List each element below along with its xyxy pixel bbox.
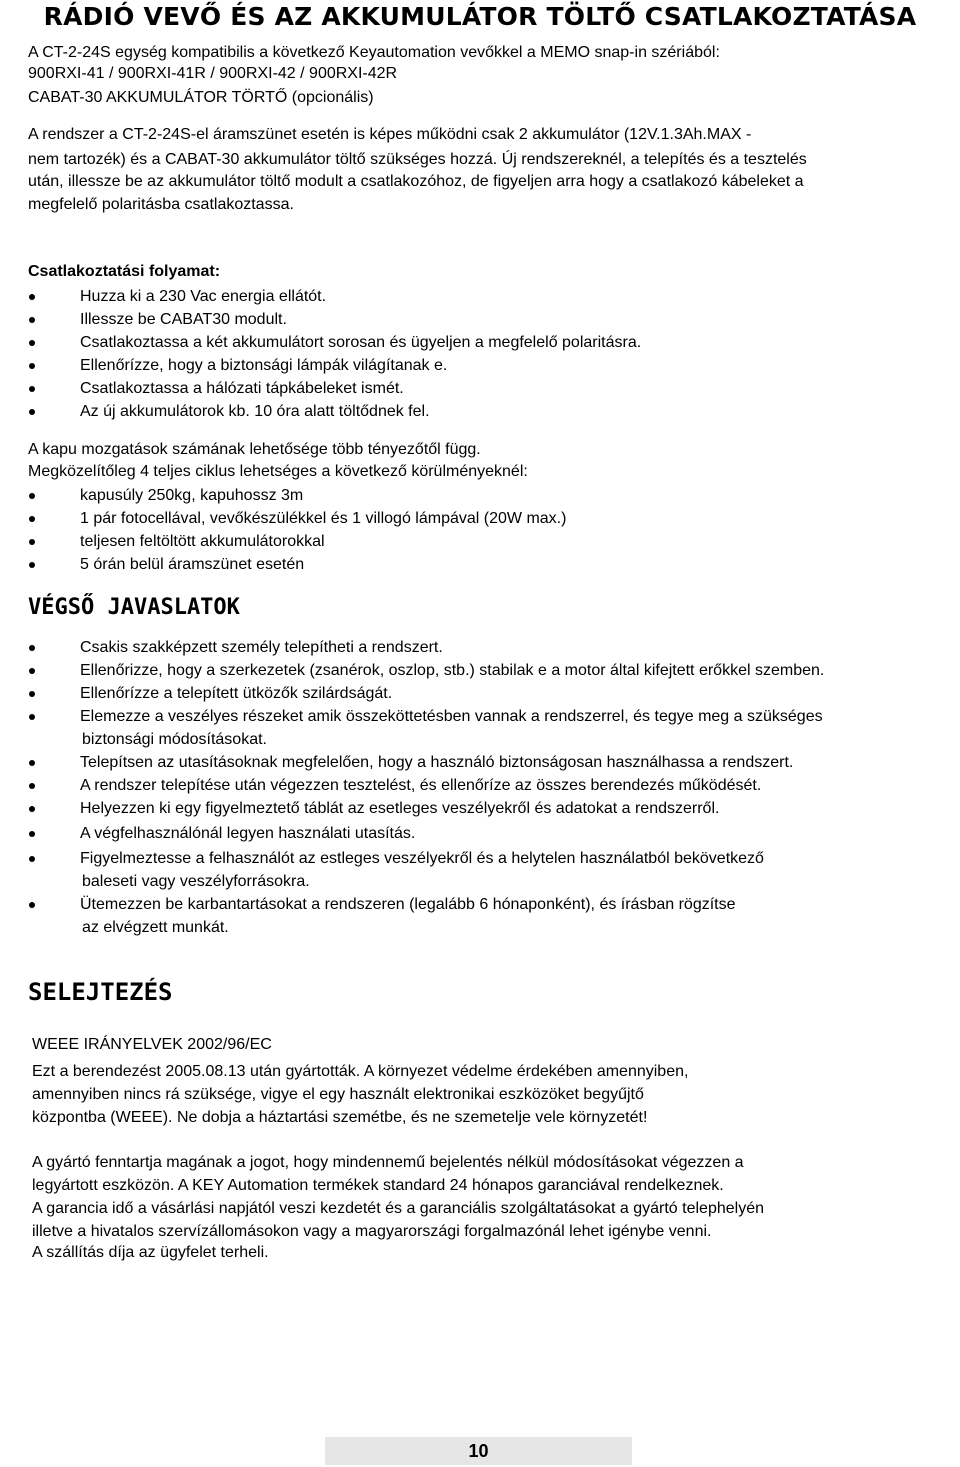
page-number: 10 — [325, 1437, 632, 1465]
paragraph-line: nem tartozék) és a CABAT-30 akkumulátor töltő szükséges hozzá. Új rendszereknél, a telepítés és a tesztelés — [28, 151, 807, 168]
list-item: kapusúly 250kg, kapuhossz 3m — [28, 484, 566, 507]
procedure-list — [28, 285, 641, 423]
list-item-text: Elemezze a veszélyes részeket amik összeköttetésben vannak a rendszerrel, és tegye meg a szükséges — [80, 708, 823, 725]
list-item-continuation: biztonsági módosításokat. — [82, 731, 267, 748]
disposal-heading: SELEJTEZÉS — [28, 978, 173, 1006]
weee-directive: WEEE IRÁNYELVEK 2002/96/EC — [32, 1036, 272, 1053]
list-item: teljesen feltöltött akkumulátorokkal — [28, 530, 566, 553]
final-heading: VÉGSŐ JAVASLATOK — [28, 595, 240, 620]
paragraph-line: A kapu mozgatások számának lehetősége több tényezőtől függ. — [28, 441, 481, 458]
procedure-heading: Csatlakoztatási folyamat: — [28, 263, 221, 280]
paragraph-line: amennyiben nincs rá szüksége, vigye el egy használt elektronikai eszközöket begyűjtő — [32, 1086, 644, 1103]
intro-line: 900RXI-41 / 900RXI-41R / 900RXI-42 / 900RXI-42R — [28, 65, 398, 82]
list-item — [28, 705, 824, 751]
list-item: Illessze be CABAT30 modult. — [28, 308, 641, 331]
paragraph-line: illetve a hivatalos szervízállomásokon vagy a magyarországi forgalmazónál lehet igénybe venni. — [32, 1223, 712, 1240]
paragraph-line: után, illessze be az akkumulátor töltő modult a csatlakozóhoz, de figyeljen arra hogy a csatlakozó kábeleket a — [28, 173, 804, 190]
list-item: Csatlakoztassa a két akkumulátort sorosan és ügyeljen a megfelelő polaritásra. — [28, 331, 641, 354]
list-item: 1 pár fotocellával, vevőkészülékkel és 1 villogó lámpával (20W max.) — [28, 507, 566, 530]
conditions-list — [28, 484, 566, 576]
paragraph-line: központba (WEEE). Ne dobja a háztartási szemétbe, és ne szemetelje vele környzetét! — [32, 1109, 648, 1126]
list-item: Csakis szakképzett személy telepítheti a rendszert. — [28, 636, 824, 659]
list-item: A végfelhasználónál legyen használati utasítás. — [28, 822, 824, 845]
list-item-text: Figyelmeztesse a felhasználót az estleges veszélyekről és a helytelen használatból bekövetkező — [80, 850, 764, 867]
list-item: Telepítsen az utasításoknak megfelelően, hogy a használó biztonságosan használhassa a rendszert. — [28, 751, 824, 774]
paragraph-line: A garancia idő a vásárlási napjától veszi kezdetét és a garanciális szolgáltatásokat a gyártó telephelyén — [32, 1200, 764, 1217]
list-item — [28, 893, 824, 939]
list-item: A rendszer telepítése után végezzen tesztelést, és ellenőríze az összes berendezés működését. — [28, 774, 824, 797]
list-item: 5 órán belül áramszünet esetén — [28, 553, 566, 576]
list-item: Ellenőrizze, hogy a szerkezetek (zsanérok, oszlop, stb.) stabilak e a motor által kifejtett erőkkel szemben. — [28, 659, 824, 682]
list-item-continuation: baleseti vagy veszélyforrásokra. — [82, 873, 310, 890]
page-title: RÁDIÓ VEVŐ ÉS AZ AKKUMULÁTOR TÖLTŐ CSATLAKOZTATÁSA — [43, 2, 917, 31]
paragraph-line: legyártott eszközön. A KEY Automation termékek standard 24 hónapos garanciával rendelkeznek. — [32, 1177, 724, 1194]
list-item: Ellenőrízze a telepített ütközők szilárdságát. — [28, 682, 824, 705]
paragraph-line: A gyártó fenntartja magának a jogot, hogy mindennemű bejelentés nélkül módosításokat végezzen a — [32, 1154, 744, 1171]
paragraph-line: megfelelő polaritásba csatlakoztassa. — [28, 196, 294, 213]
final-list — [28, 636, 824, 939]
list-item: Ellenőrízze, hogy a biztonsági lámpák világítanak e. — [28, 354, 641, 377]
intro-line: A CT-2-24S egység kompatibilis a következő Keyautomation vevőkkel a MEMO snap-in szériából: — [28, 44, 720, 61]
list-item: Helyezzen ki egy figyelmeztető táblát az esetleges veszélyekről és adatokat a rendszerről. — [28, 797, 824, 820]
list-item-continuation: az elvégzett munkát. — [82, 919, 229, 936]
intro-line: CABAT-30 AKKUMULÁTOR TÖRTŐ (opcionális) — [28, 89, 374, 106]
paragraph-line: Ezt a berendezést 2005.08.13 után gyártották. A környezet védelme érdekében amennyiben, — [32, 1063, 689, 1080]
paragraph-line: A rendszer a CT-2-24S-el áramszünet esetén is képes működni csak 2 akkumulátor (12V.1.3Ah.MAX - — [28, 126, 752, 143]
list-item: Az új akkumulátorok kb. 10 óra alatt töltődnek fel. — [28, 400, 641, 423]
list-item-text: Ütemezzen be karbantartásokat a rendszeren (legalább 6 hónaponként), és írásban rögzítse — [80, 896, 736, 913]
list-item — [28, 847, 824, 893]
list-item: Huzza ki a 230 Vac energia ellátót. — [28, 285, 641, 308]
list-item: Csatlakoztassa a hálózati tápkábeleket ismét. — [28, 377, 641, 400]
paragraph-line: A szállítás díja az ügyfelet terheli. — [32, 1244, 269, 1261]
paragraph-line: Megközelítőleg 4 teljes ciklus lehetséges a következő körülményeknél: — [28, 463, 528, 480]
